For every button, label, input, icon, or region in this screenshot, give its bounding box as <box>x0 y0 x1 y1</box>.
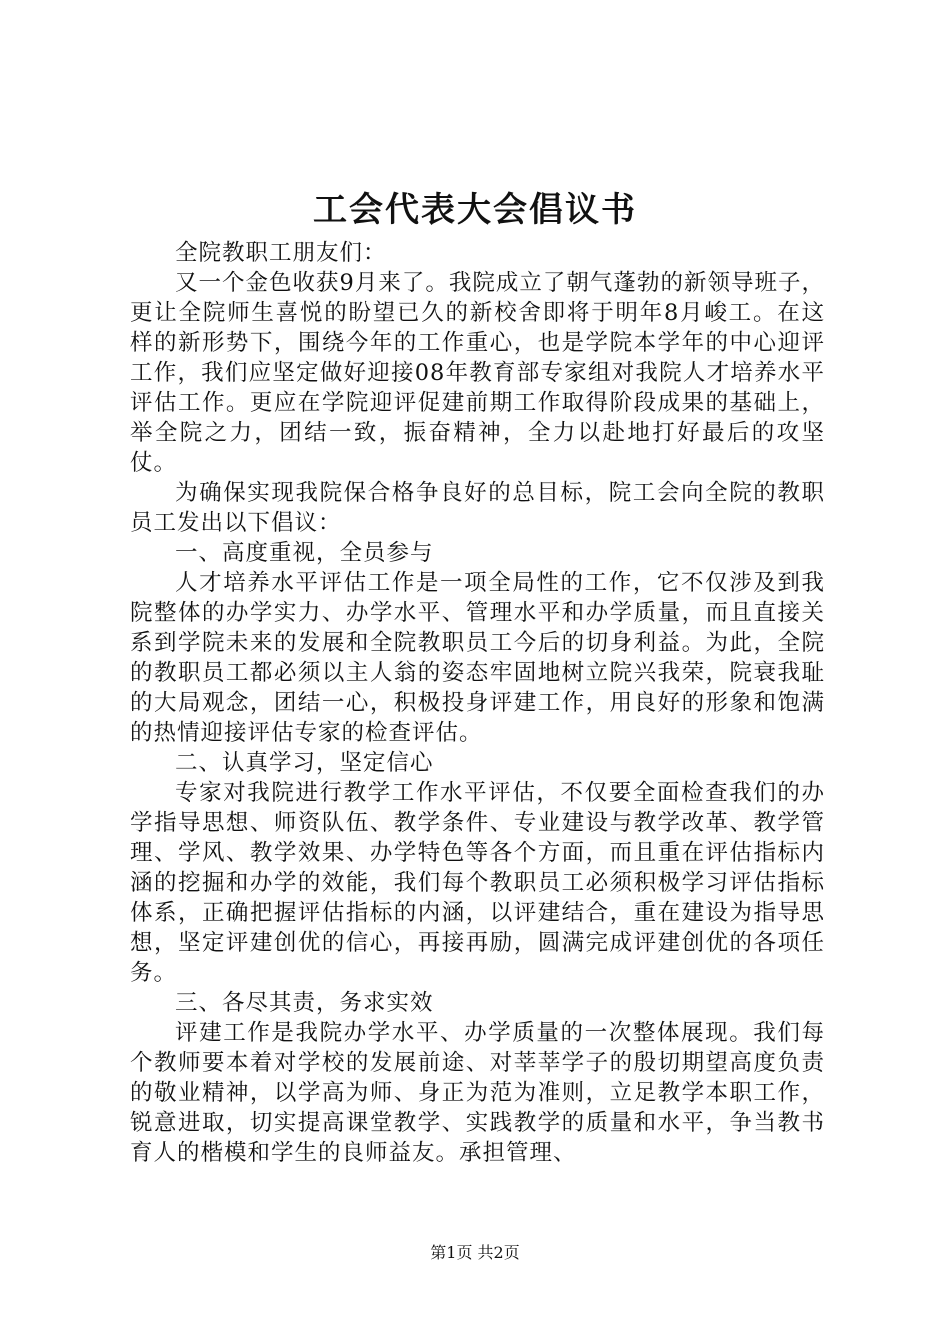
paragraph-section-3: 评建工作是我院办学水平、办学质量的一次整体展现。我们每个教师要本着对学校的发展前途、对莘莘学子的殷切期望高度负责的敬业精神，以学高为师、身正为范为准则，立足教学本职工作，锐意进取，切实提高课堂教学、实践教学的质量和水平，争当教书育人的楷模和学生的良师益友。承担管理、 <box>130 1020 825 1166</box>
document-title: 工会代表大会倡议书 <box>313 190 637 230</box>
paragraph-section-2: 专家对我院进行教学工作水平评估，不仅要全面检查我们的办学指导思想、师资队伍、教学条件、专业建设与教学改革、教学管理、学风、教学效果、办学特色等各个方面，而且重在评估指标内涵的挖掘和办学的效能，我们每个教职员工必须积极学习评估指标体系，正确把握评估指标的内涵，以评建结合，重在建设为指导思想，坚定评建创优的信心，再接再励，圆满完成评建创优的各项任务。 <box>130 780 825 986</box>
document-body <box>130 238 825 1168</box>
section-heading-3: 三、各尽其责，务求实效 <box>175 990 434 1016</box>
page-footer: 第1页 共2页 <box>430 1243 520 1262</box>
section-heading-2: 二、认真学习，坚定信心 <box>175 750 434 776</box>
salutation: 全院教职工朋友们： <box>175 240 387 266</box>
paragraph-goal: 为确保实现我院保合格争良好的总目标，院工会向全院的教职员工发出以下倡议： <box>130 480 825 536</box>
paragraph-intro: 又一个金色收获9月来了。我院成立了朝气蓬勃的新领导班子，更让全院师生喜悦的盼望已久的新校舍即将于明年8月峻工。在这样的新形势下，围绕今年的工作重心，也是学院本学年的中心迎评工作，我们应坚定做好迎接08年教育部专家组对我院人才培养水平评估工作。更应在学院迎评促建前期工作取得阶段成果的基础上，举全院之力，团结一致，振奋精神，全力以赴地打好最后的攻坚仗。 <box>130 270 825 476</box>
paragraph-section-1: 人才培养水平评估工作是一项全局性的工作，它不仅涉及到我院整体的办学实力、办学水平、管理水平和办学质量，而且直接关系到学院未来的发展和全院教职员工今后的切身利益。为此，全院的教职员工都必须以主人翁的姿态牢固地树立院兴我荣，院衰我耻的大局观念，团结一心，积极投身评建工作，用良好的形象和饱满的热情迎接评估专家的检查评估。 <box>130 570 825 746</box>
section-heading-1: 一、高度重视，全员参与 <box>175 540 434 566</box>
